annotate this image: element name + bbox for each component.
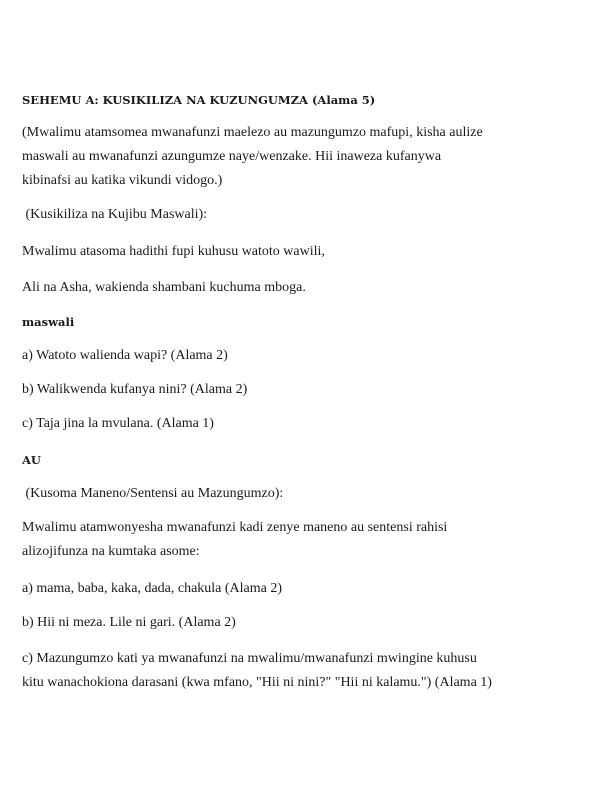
- part2-title: (Kusoma Maneno/Sentensi au Mazungumzo):: [22, 486, 284, 501]
- or-label: AU: [22, 453, 41, 467]
- part1-title: (Kusikiliza na Kujibu Maswali):: [22, 207, 208, 222]
- text-line: c) Mazungumzo kati ya mwanafunzi na mwalimu/mwanafunzi mwingine kuhusu: [22, 651, 477, 666]
- text-line: kibinafsi au katika vikundi vidogo.): [22, 173, 223, 188]
- questions-label: maswali: [22, 315, 75, 329]
- part2-instruction: [22, 516, 447, 564]
- text-line: maswali au mwanafunzi azungumze naye/wenzake. Hii inaweza kufanywa: [22, 149, 442, 164]
- part1-line1: Mwalimu atasoma hadithi fupi kuhusu watoto wawili,: [22, 244, 325, 259]
- item-b: b) Hii ni meza. Lile ni gari. (Alama 2): [22, 615, 236, 630]
- question-c: c) Taja jina la mvulana. (Alama 1): [22, 416, 214, 431]
- text-line: (Mwalimu atamsomea mwanafunzi maelezo au mazungumzo mafupi, kisha aulize: [22, 125, 483, 140]
- question-a: a) Watoto walienda wapi? (Alama 2): [22, 348, 228, 363]
- text-line: Mwalimu atamwonyesha mwanafunzi kadi zenye maneno au sentensi rahisi: [22, 520, 448, 535]
- section-heading: SEHEMU A: KUSIKILIZA NA KUZUNGUMZA (Alama 5): [22, 93, 376, 107]
- part1-line2: Ali na Asha, wakienda shambani kuchuma mboga.: [22, 280, 306, 295]
- intro-paragraph: [22, 121, 483, 193]
- text-line: alizojifunza na kumtaka asome:: [22, 544, 200, 559]
- text-line: kitu wanachokiona darasani (kwa mfano, "Hii ni nini?" "Hii ni kalamu.") (Alama 1): [22, 675, 492, 690]
- item-a: a) mama, baba, kaka, dada, chakula (Alama 2): [22, 581, 283, 596]
- item-c: [22, 647, 492, 695]
- question-b: b) Walikwenda kufanya nini? (Alama 2): [22, 382, 248, 397]
